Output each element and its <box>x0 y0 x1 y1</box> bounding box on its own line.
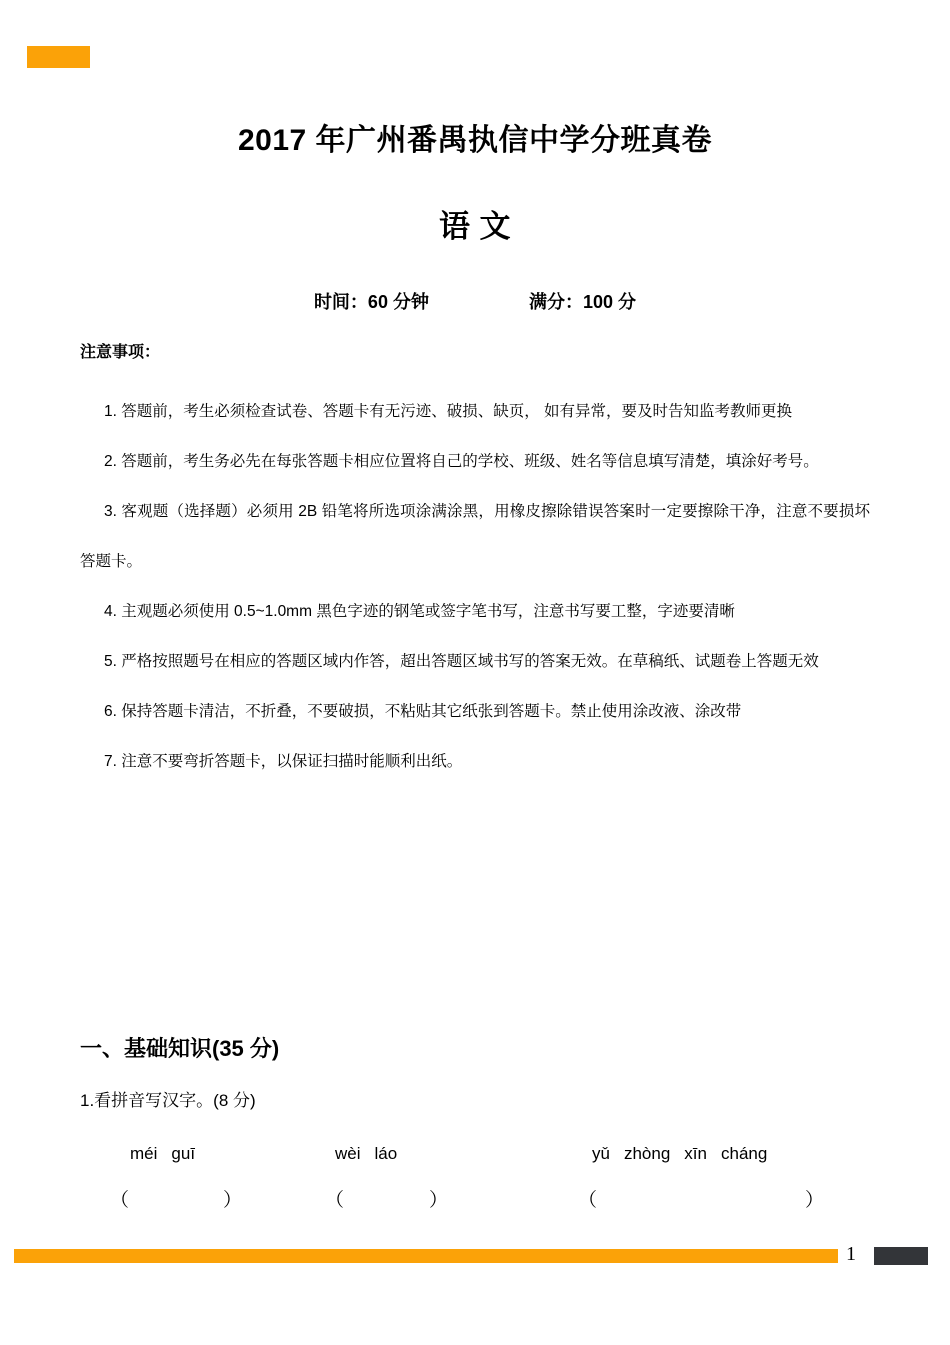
pinyin-group <box>130 1139 195 1169</box>
answer-blank[interactable] <box>110 1186 242 1216</box>
pinyin-group <box>335 1139 397 1169</box>
question-1-prompt: 1.看拼音写汉字。(8 分) <box>80 1091 256 1110</box>
exam-meta-line <box>0 289 950 315</box>
pinyin-syllable: wèi <box>335 1144 361 1163</box>
notice-item: 7. 注意不要弯折答题卡，以保证扫描时能顺利出纸。 <box>104 753 463 770</box>
notice-item: 2. 答题前，考生务必先在每张答题卡相应位置将自己的学校、班级、姓名等信息填写清楚，填涂好考号。 <box>104 453 819 470</box>
pinyin-syllable: yǔ <box>592 1144 610 1163</box>
exam-total-score: 满分：100 分 <box>529 292 637 312</box>
pinyin-syllable: láo <box>374 1144 398 1163</box>
exam-duration: 时间：60 分钟 <box>313 292 429 312</box>
answer-blank[interactable] <box>578 1186 824 1216</box>
page-number: 1 <box>846 1243 856 1265</box>
bracket-close: ） <box>429 1190 449 1211</box>
bracket-open: （ <box>578 1190 598 1211</box>
page-title: 2017 年广州番禺执信中学分班真卷 <box>237 124 713 157</box>
pinyin-syllable: guī <box>171 1144 196 1163</box>
pinyin-row <box>0 1139 950 1169</box>
answer-blank[interactable] <box>325 1186 448 1216</box>
section-heading-one: 一、基础知识(35 分) <box>80 1036 280 1061</box>
notice-heading: 注意事项： <box>80 344 161 361</box>
footer-dark-block <box>874 1247 928 1265</box>
header-accent-bar <box>27 46 90 68</box>
answer-bracket-row <box>0 1186 950 1216</box>
notice-item: 4. 主观题必须使用 0.5~1.0mm 黑色字迹的钢笔或签字笔书写，注意书写要工整，字迹要清晰 <box>104 603 735 620</box>
pinyin-syllable: méi <box>130 1144 158 1163</box>
notice-item: 3. 客观题（选择题）必须用 2B 铅笔将所选项涂满涂黑，用橡皮擦除错误答案时一定要擦除干净，注意不要损坏答题卡。 <box>80 503 870 570</box>
pinyin-group <box>592 1139 767 1169</box>
notice-item: 1. 答题前，考生必须检查试卷、答题卡有无污迹、破损、缺页， 如有异常，要及时告知监考教师更换 <box>104 403 793 420</box>
bracket-close: ） <box>223 1190 243 1211</box>
pinyin-syllable: cháng <box>720 1144 768 1163</box>
pinyin-syllable: xīn <box>684 1144 707 1163</box>
pinyin-syllable: zhòng <box>623 1144 671 1163</box>
notice-section <box>80 341 870 787</box>
bracket-open: （ <box>110 1190 130 1211</box>
bracket-open: （ <box>325 1190 345 1211</box>
footer-accent-bar <box>14 1249 838 1263</box>
notice-item: 6. 保持答题卡清洁，不折叠，不要破损，不粘贴其它纸张到答题卡。禁止使用涂改液、涂改带 <box>104 703 742 720</box>
notice-item: 5. 严格按照题号在相应的答题区域内作答，超出答题区域书写的答案无效。在草稿纸、试题卷上答题无效 <box>104 653 819 670</box>
bracket-close: ） <box>805 1190 825 1211</box>
subject-title: 语 文 <box>438 209 512 244</box>
